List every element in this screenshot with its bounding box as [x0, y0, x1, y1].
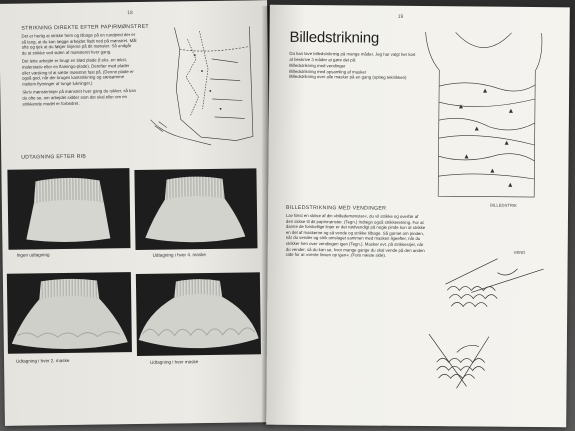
photo-caption: Ingen udtagning	[16, 252, 50, 258]
paragraph: Skriv mønsterlinjer på mønstret hver gang du rykker, så kan du ofte se, om arbejdet sidder som det skal eller om en strikkende model er forbedret.	[22, 88, 137, 107]
section-heading: BILLEDSTRIKNING MED VENDINGER	[286, 204, 387, 212]
knit-sample-image	[134, 168, 257, 250]
method-item: Billedstrikning med vendinger	[289, 63, 346, 69]
right-page	[266, 5, 570, 428]
photo-caption: Udtagning i hver 2. maske	[16, 357, 70, 364]
knit-sample-image	[7, 272, 132, 354]
method-item: Billedstrikning med opsamling af masker	[289, 68, 367, 75]
method-item: Billedstrikning over alle masker på en gang (oplæg teknikken)	[289, 74, 407, 81]
diagram-label: BILLEDSTRIK	[490, 202, 517, 208]
paragraph: Da kan lave billedstrikning på mange måder. Jeg har valgt her kort at beskrive 3 måder at gøre det på:	[289, 50, 416, 63]
paragraph: Det er herlig at strikke frem og tilbage på en rundpind der er så lang, at du kan lægge arbejdet fladt ned på mønstret. Mål ofte og tjek at du følger linjerne på dit mønster. Så undgår du at strikke ved siden af mønsteret hver gang.	[21, 31, 137, 56]
knitting-illustration	[426, 238, 555, 399]
photo	[134, 168, 257, 250]
knit-sample-image	[7, 168, 130, 250]
page-number: 19	[397, 13, 404, 20]
page-title: Billedstrikning	[289, 28, 380, 47]
pattern-diagram	[139, 18, 259, 160]
arrow-label: VEND	[513, 249, 526, 255]
intro-text	[289, 51, 417, 81]
page-number: 18	[127, 10, 133, 17]
section-heading: UDTAGNING EFTER RIB	[21, 153, 87, 161]
paragraph: Det lette arbejde er brugt en blød plade (f.eks. en tekst, malerstativ eller en flamingo-plade). Derefter med plader eller væsking til at sætte mønstret fast på. (Denne plade er også god, når der bruges kantstrikning og sætsømme mellem flytninger af tunge lukninger.)	[21, 57, 134, 87]
left-page	[0, 0, 273, 426]
garment-diagram	[418, 26, 548, 205]
photo	[7, 272, 132, 354]
body-text	[21, 32, 137, 110]
photo-caption: Udtagning i hver maske	[150, 359, 199, 365]
knit-sample-image	[136, 272, 261, 356]
photo	[136, 272, 261, 356]
photo-caption: Udtagning i hver 4. maske	[152, 252, 206, 258]
photo	[7, 168, 130, 250]
section-text: Lav først en skitse af din »billedemønster«, du vil strikke og overfør af den skitse til dit papirmønster. (Tegn.) Indtegn også strikkeretning. For at danne de forskellige linjer er det nødvendigt på nogle pinde kun at strikke en del af maskerne og så vende og strikke tilbage. Så garnet om pinden, når du vender og strik omslaget sammen med masken ligeefter, når du strikker hen over vendingen igen (Tegn.). Masker evt. på strikkesrjet, når du vender, så du kan se, hvor mange gange du skal vende på den anden side for at »vente linsen op igen«. (Foto næste side).	[285, 212, 426, 258]
section-heading: STRIKNING DIREKTE EFTER PAPIRMØNSTRET	[21, 23, 149, 32]
